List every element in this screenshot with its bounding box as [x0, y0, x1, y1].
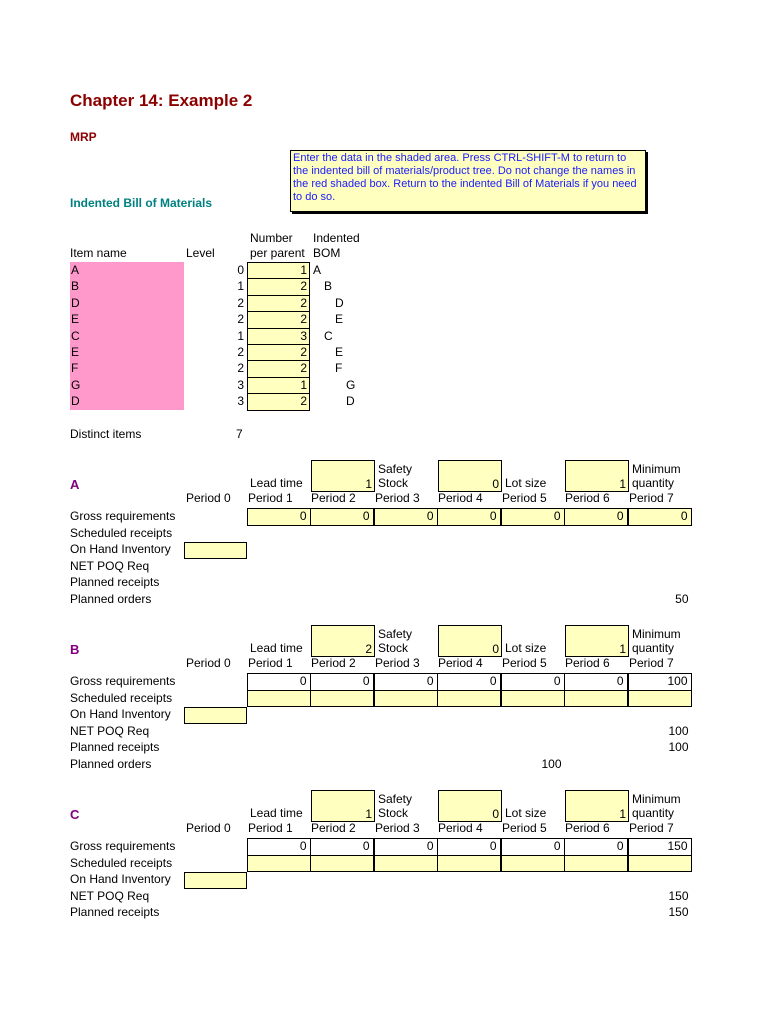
- mrp-value-cell[interactable]: [310, 855, 374, 873]
- mrp-value-cell: [374, 574, 438, 591]
- bom-indent-cell: E: [335, 345, 344, 359]
- mrp-value-cell: [310, 904, 374, 921]
- mrp-value-cell: [564, 591, 628, 608]
- mrp-value-cell: [247, 756, 311, 773]
- mrp-value-cell: [564, 558, 628, 575]
- mrp-value-cell: [628, 871, 692, 888]
- mrp-value-cell: 150: [668, 905, 689, 919]
- period-header: Period 6: [565, 491, 610, 505]
- mrp-value-cell: [501, 904, 565, 921]
- mrp-value-cell: 50: [675, 591, 689, 606]
- mrp-value-cell[interactable]: [374, 855, 438, 873]
- safety-stock-label-2: Stock: [378, 476, 409, 490]
- mrp-value-cell: [628, 706, 692, 723]
- bom-level-cell: 2: [237, 312, 244, 327]
- mrp-value-cell[interactable]: [247, 855, 311, 873]
- bom-item-name-cell[interactable]: G: [70, 377, 184, 393]
- indented-header-2: BOM: [313, 246, 341, 260]
- section-item-name: C: [70, 807, 80, 822]
- mrp-value-cell: [374, 904, 438, 921]
- safety-stock-label-2: Stock: [378, 806, 409, 820]
- mrp-value-cell: [437, 723, 501, 740]
- bom-level-cell: 0: [237, 263, 244, 277]
- mrp-row-label: On Hand Inventory: [70, 872, 171, 886]
- mrp-value-cell: [374, 525, 438, 542]
- mrp-value-cell: 0: [437, 673, 501, 691]
- lot-size-label: Lot size: [505, 641, 547, 655]
- minimum-quantity-label-1: Minimum: [632, 627, 681, 641]
- mrp-value-cell[interactable]: [437, 690, 501, 708]
- minimum-quantity-label-1: Minimum: [632, 462, 681, 476]
- mrp-value-cell: 100: [668, 740, 689, 754]
- mrp-value-cell: [564, 871, 628, 888]
- section-subtitle: MRP: [70, 130, 97, 144]
- period-header: Period 0: [186, 656, 231, 670]
- mrp-value-cell: [437, 888, 501, 905]
- bom-qty-cell[interactable]: 2: [247, 393, 310, 410]
- mrp-value-cell[interactable]: [501, 690, 565, 708]
- mrp-row-label: Planned receipts: [70, 905, 160, 919]
- bom-indent-cell: F: [335, 361, 343, 376]
- mrp-row-label: On Hand Inventory: [70, 542, 171, 556]
- section-item-name: A: [70, 477, 80, 492]
- lead-time-input[interactable]: 2: [311, 625, 375, 657]
- bom-item-name-cell[interactable]: E: [70, 344, 184, 360]
- lead-time-input[interactable]: 1: [311, 790, 375, 822]
- mrp-value-cell: [247, 904, 311, 921]
- mrp-row-label: NET POQ Req: [70, 723, 150, 738]
- mrp-value-cell: [247, 723, 311, 740]
- mrp-value-cell: 150: [668, 888, 689, 903]
- mrp-value-cell: [310, 525, 374, 542]
- lead-time-label: Lead time: [250, 476, 303, 490]
- lot-size-input[interactable]: 1: [565, 625, 629, 657]
- safety-stock-label-1: Safety: [378, 792, 413, 806]
- mrp-value-cell: [501, 574, 565, 591]
- bom-item-name-cell[interactable]: D: [70, 393, 184, 409]
- mrp-value-cell: 100: [668, 723, 689, 738]
- mrp-value-cell: [310, 574, 374, 591]
- bom-level-cell: 2: [237, 345, 244, 359]
- mrp-value-cell: [437, 739, 501, 756]
- section-item-name: B: [70, 642, 80, 657]
- mrp-value-cell: [247, 574, 311, 591]
- mrp-value-cell: 0: [437, 838, 501, 856]
- mrp-value-cell[interactable]: 0: [247, 508, 311, 526]
- bom-item-name-cell[interactable]: C: [70, 328, 184, 344]
- mrp-value-cell: [247, 525, 311, 542]
- bom-qty-cell[interactable]: 1: [247, 377, 310, 394]
- number-header-1: Number: [250, 231, 293, 245]
- safety-stock-label-1: Safety: [378, 462, 413, 476]
- mrp-value-cell: [564, 541, 628, 558]
- mrp-value-cell: [374, 871, 438, 888]
- mrp-value-cell: [310, 723, 374, 740]
- bom-indent-cell: G: [346, 377, 356, 392]
- lead-time-label: Lead time: [250, 806, 303, 820]
- period-header: Period 0: [186, 491, 231, 505]
- bom-indent-cell: B: [324, 279, 333, 294]
- mrp-value-cell[interactable]: [564, 690, 628, 708]
- mrp-value-cell[interactable]: [374, 690, 438, 708]
- mrp-value-cell: [437, 525, 501, 542]
- mrp-value-cell: [628, 574, 692, 591]
- mrp-value-cell: 0: [247, 838, 311, 856]
- mrp-value-cell: [437, 871, 501, 888]
- mrp-value-cell[interactable]: 0: [437, 508, 501, 526]
- bom-item-name-cell[interactable]: B: [70, 278, 184, 294]
- safety-stock-label-2: Stock: [378, 641, 409, 655]
- bom-indent-cell: D: [335, 295, 344, 310]
- period-header: Period 2: [311, 491, 356, 505]
- mrp-value-cell: [247, 739, 311, 756]
- mrp-row-label: Planned receipts: [70, 740, 160, 754]
- mrp-row-label: Scheduled receipts: [70, 690, 173, 705]
- period-header: Period 4: [438, 821, 483, 835]
- mrp-value-cell: [501, 541, 565, 558]
- mrp-value-cell: [310, 706, 374, 723]
- level-header: Level: [186, 246, 215, 260]
- period-header: Period 2: [311, 821, 356, 835]
- mrp-value-cell[interactable]: [628, 855, 692, 873]
- minimum-quantity-label-1: Minimum: [632, 792, 681, 806]
- number-header-2: per parent: [250, 246, 305, 260]
- mrp-value-cell: [564, 723, 628, 740]
- bom-item-name-cell[interactable]: A: [70, 262, 184, 278]
- mrp-value-cell: 0: [501, 673, 565, 691]
- lot-size-input[interactable]: 1: [565, 790, 629, 822]
- mrp-row-label: Gross requirements: [70, 509, 176, 523]
- period-header: Period 5: [502, 656, 547, 670]
- mrp-value-cell: [310, 888, 374, 905]
- bom-level-cell: 1: [237, 328, 244, 343]
- mrp-value-cell: [564, 574, 628, 591]
- mrp-value-cell: [437, 756, 501, 773]
- mrp-value-cell[interactable]: [501, 855, 565, 873]
- lot-size-label: Lot size: [505, 806, 547, 820]
- period-header: Period 1: [248, 491, 293, 505]
- mrp-row-label: NET POQ Req: [70, 888, 150, 903]
- bom-indent-cell: D: [346, 394, 355, 409]
- period-header: Period 7: [629, 656, 674, 670]
- on-hand-input[interactable]: [184, 872, 247, 889]
- bom-indent-cell: C: [324, 328, 333, 343]
- lot-size-input[interactable]: 1: [565, 460, 629, 492]
- mrp-row-label: Scheduled receipts: [70, 525, 173, 540]
- mrp-value-cell: [501, 871, 565, 888]
- mrp-value-cell: [628, 558, 692, 575]
- bom-level-cell: 3: [237, 394, 244, 409]
- item-name-header: Item name: [70, 246, 127, 260]
- safety-stock-input[interactable]: 0: [438, 460, 502, 492]
- mrp-value-cell: [564, 756, 628, 773]
- bom-item-name-cell[interactable]: D: [70, 295, 184, 311]
- mrp-value-cell: [374, 888, 438, 905]
- mrp-value-cell: [247, 591, 311, 608]
- mrp-value-cell: [501, 723, 565, 740]
- mrp-value-cell: [310, 739, 374, 756]
- mrp-value-cell: 0: [564, 673, 628, 691]
- distinct-items-value: 7: [236, 427, 243, 441]
- period-header: Period 5: [502, 821, 547, 835]
- mrp-value-cell: [247, 888, 311, 905]
- mrp-value-cell: [501, 888, 565, 905]
- mrp-value-cell: [564, 525, 628, 542]
- safety-stock-input[interactable]: 0: [438, 625, 502, 657]
- bom-title: Indented Bill of Materials: [70, 196, 213, 210]
- mrp-value-cell[interactable]: [310, 690, 374, 708]
- mrp-value-cell: 0: [501, 838, 565, 856]
- mrp-value-cell: [628, 756, 692, 773]
- mrp-value-cell: [310, 558, 374, 575]
- mrp-value-cell: [437, 574, 501, 591]
- page-title: Chapter 14: Example 2: [70, 91, 253, 110]
- mrp-value-cell: [628, 525, 692, 542]
- mrp-value-cell: [437, 541, 501, 558]
- bom-item-name-cell[interactable]: E: [70, 311, 184, 327]
- lead-time-input[interactable]: 1: [311, 460, 375, 492]
- bom-level-cell: 2: [237, 295, 244, 310]
- safety-stock-input[interactable]: 0: [438, 790, 502, 822]
- mrp-value-cell: [564, 904, 628, 921]
- mrp-value-cell: 100: [628, 673, 692, 691]
- mrp-value-cell[interactable]: [564, 855, 628, 873]
- indented-header-1: Indented: [313, 231, 360, 245]
- mrp-value-cell: [564, 888, 628, 905]
- mrp-value-cell: [310, 871, 374, 888]
- mrp-value-cell: 0: [310, 673, 374, 691]
- mrp-row-label: Gross requirements: [70, 674, 176, 688]
- mrp-value-cell: [437, 591, 501, 608]
- period-header: Period 3: [375, 656, 420, 670]
- mrp-value-cell: 0: [564, 838, 628, 856]
- bom-item-name-cell[interactable]: F: [70, 360, 184, 376]
- mrp-row-label: Planned orders: [70, 756, 152, 771]
- mrp-value-cell[interactable]: 0: [310, 508, 374, 526]
- bom-level-cell: 3: [237, 377, 244, 392]
- mrp-value-cell: [247, 558, 311, 575]
- mrp-value-cell: [247, 706, 311, 723]
- mrp-value-cell: [310, 756, 374, 773]
- bom-qty-cell[interactable]: 3: [247, 328, 310, 345]
- mrp-value-cell: [374, 706, 438, 723]
- mrp-value-cell: [247, 871, 311, 888]
- distinct-items-label: Distinct items: [70, 427, 142, 441]
- mrp-value-cell: 0: [374, 673, 438, 691]
- mrp-row-label: Planned orders: [70, 591, 152, 606]
- mrp-value-cell: 150: [628, 838, 692, 856]
- safety-stock-label-1: Safety: [378, 627, 413, 641]
- bom-qty-cell[interactable]: 2: [247, 278, 310, 295]
- period-header: Period 1: [248, 821, 293, 835]
- bom-indent-cell: A: [313, 263, 322, 277]
- mrp-value-cell: [564, 739, 628, 756]
- lead-time-label: Lead time: [250, 641, 303, 655]
- bom-qty-cell[interactable]: 2: [247, 344, 310, 361]
- period-header: Period 3: [375, 491, 420, 505]
- mrp-value-cell: [564, 706, 628, 723]
- mrp-value-cell[interactable]: 0: [374, 508, 438, 526]
- mrp-value-cell: [437, 904, 501, 921]
- mrp-value-cell: 0: [247, 673, 311, 691]
- period-header: Period 7: [629, 821, 674, 835]
- mrp-value-cell: 100: [541, 756, 562, 771]
- mrp-value-cell: [374, 756, 438, 773]
- lot-size-label: Lot size: [505, 476, 547, 490]
- mrp-value-cell: [501, 525, 565, 542]
- mrp-value-cell: [437, 558, 501, 575]
- mrp-value-cell[interactable]: [247, 690, 311, 708]
- mrp-value-cell: [628, 541, 692, 558]
- on-hand-input[interactable]: [184, 542, 247, 559]
- mrp-value-cell[interactable]: [628, 690, 692, 708]
- period-header: Period 7: [629, 491, 674, 505]
- bom-level-cell: 1: [237, 279, 244, 294]
- mrp-row-label: On Hand Inventory: [70, 707, 171, 721]
- mrp-row-label: Scheduled receipts: [70, 855, 173, 870]
- mrp-value-cell[interactable]: 0: [628, 508, 692, 526]
- mrp-value-cell: [310, 541, 374, 558]
- mrp-value-cell: [437, 706, 501, 723]
- mrp-value-cell: [501, 739, 565, 756]
- mrp-value-cell[interactable]: 0: [501, 508, 565, 526]
- mrp-row-label: NET POQ Req: [70, 558, 150, 573]
- bom-qty-cell[interactable]: 2: [247, 360, 310, 377]
- mrp-value-cell: [501, 706, 565, 723]
- period-header: Period 3: [375, 821, 420, 835]
- period-header: Period 0: [186, 821, 231, 835]
- bom-qty-cell[interactable]: 2: [247, 311, 310, 328]
- minimum-quantity-label-2: quantity: [632, 641, 675, 655]
- period-header: Period 2: [311, 656, 356, 670]
- instructions-note: Enter the data in the shaded area. Press CTRL-SHIFT-M to return to the indented bill of materials/product tree. Do not change the names in the red shaded box. Return to the indented Bill of Materials if you need to do so.: [290, 150, 646, 212]
- mrp-value-cell[interactable]: 0: [564, 508, 628, 526]
- bom-qty-cell[interactable]: 1: [247, 262, 310, 279]
- mrp-value-cell: [374, 591, 438, 608]
- period-header: Period 5: [502, 491, 547, 505]
- mrp-value-cell: [501, 558, 565, 575]
- period-header: Period 6: [565, 656, 610, 670]
- mrp-value-cell: [310, 591, 374, 608]
- mrp-value-cell: [501, 591, 565, 608]
- bom-level-cell: 2: [237, 361, 244, 376]
- minimum-quantity-label-2: quantity: [632, 806, 675, 820]
- mrp-value-cell[interactable]: [437, 855, 501, 873]
- mrp-value-cell: [374, 541, 438, 558]
- period-header: Period 4: [438, 491, 483, 505]
- mrp-value-cell: 0: [310, 838, 374, 856]
- bom-indent-cell: E: [335, 312, 344, 327]
- mrp-value-cell: [374, 558, 438, 575]
- minimum-quantity-label-2: quantity: [632, 476, 675, 490]
- mrp-row-label: Gross requirements: [70, 839, 176, 853]
- mrp-row-label: Planned receipts: [70, 575, 160, 589]
- mrp-value-cell: [374, 723, 438, 740]
- period-header: Period 1: [248, 656, 293, 670]
- mrp-value-cell: [247, 541, 311, 558]
- bom-qty-cell[interactable]: 2: [247, 295, 310, 312]
- mrp-value-cell: [374, 739, 438, 756]
- mrp-value-cell: 0: [374, 838, 438, 856]
- on-hand-input[interactable]: [184, 707, 247, 724]
- period-header: Period 6: [565, 821, 610, 835]
- period-header: Period 4: [438, 656, 483, 670]
